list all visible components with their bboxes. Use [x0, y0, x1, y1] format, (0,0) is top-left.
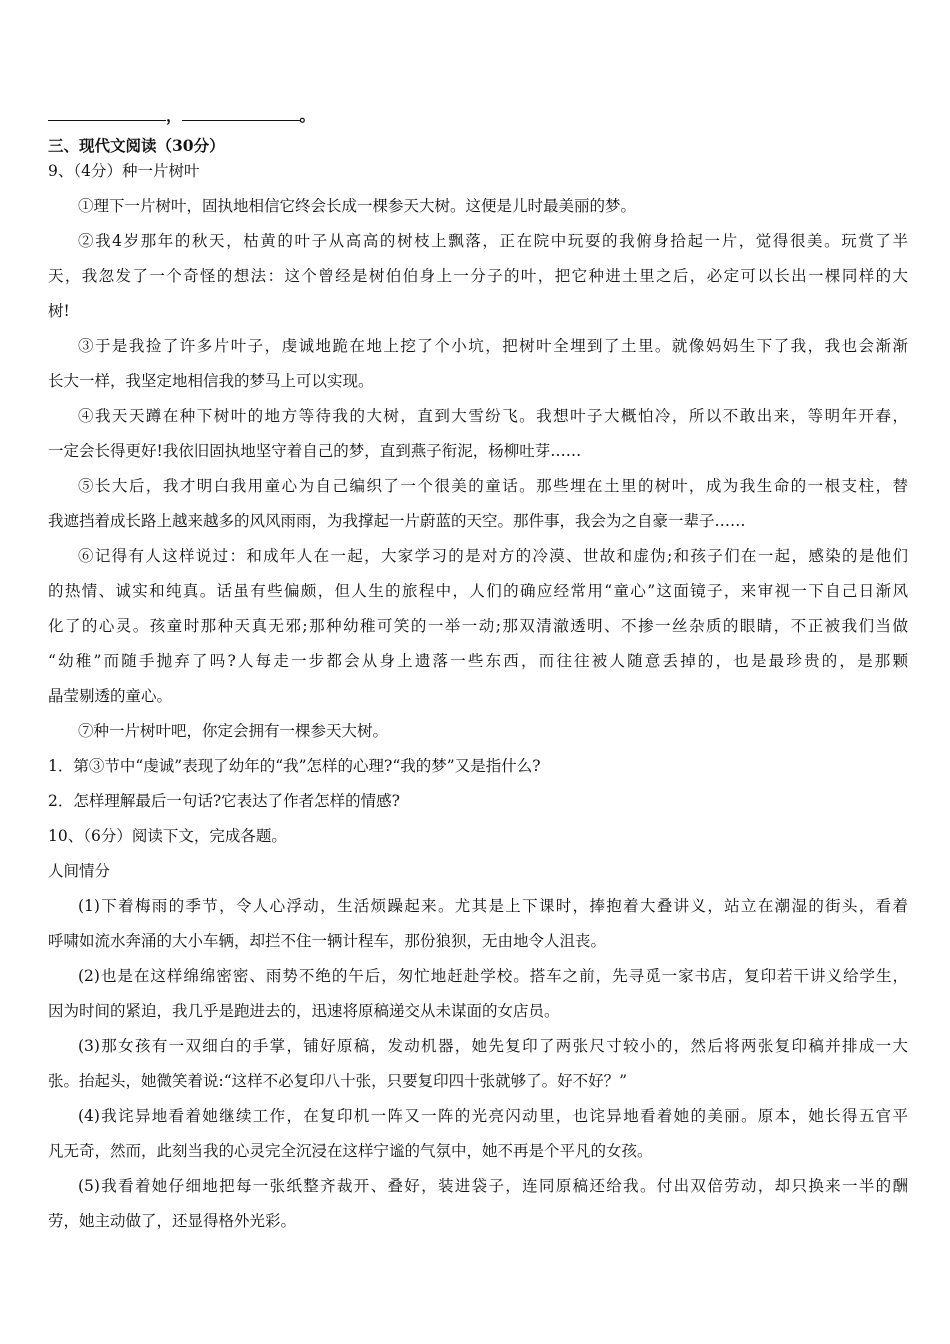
q9-p2-line2: 天，我忽发了一个奇怪的想法：这个曾经是树伯伯身上一分子的叶，把它种进土里之后，必定可以长出一棵同样的大	[48, 267, 908, 285]
q9-p6-line3: 化了的心灵。孩童时那种天真无邪;那种幼稚可笑的一举一动;那双清澈透明、不掺一丝杂质的眼睛，不正被我们当做	[48, 617, 908, 635]
q9-p7-line1: ⑦种一片树叶吧，你定会拥有一棵参天大树。	[78, 722, 389, 740]
q10-header: 10、（6分）阅读下文，完成各题。	[48, 827, 287, 845]
q9-p6-line2: 的热情、诚实和纯真。话虽有些偏颇，但人生的旅程中，人们的确应经常用“童心”这面镜子，来审视一下自己日渐风	[48, 582, 908, 600]
q9-p3-line2: 长大一样，我坚定地相信我的梦马上可以实现。	[48, 372, 374, 390]
q9-p6-line4: “幼稚”而随手抛弃了吗?人每走一步都会从身上遗落一些东西，而往往被人随意丢掉的，也是最珍贵的，是那颗	[48, 652, 908, 670]
q10-p4-line1: (4)我诧异地看着她继续工作，在复印机一阵又一阵的光亮闪动里，也诧异地看着她的美丽。原本，她长得五官平	[78, 1107, 908, 1125]
q9-p2-line3: 树!	[48, 302, 70, 320]
q10-p1-line2: 呼啸如流水奔涌的大小车辆，却拦不住一辆计程车，那份狼狈，无由地令人沮丧。	[48, 932, 607, 950]
period: 。	[299, 106, 316, 125]
q9-question-1: 1．第③节中“虔诚”表现了幼年的“我”怎样的心理?“我的梦”又是指什么?	[48, 757, 541, 775]
q9-p2-line1: ②我4岁那年的秋天，枯黄的叶子从高高的树枝上飘落，正在院中玩耍的我俯身拾起一片，觉得很美。玩赏了半	[78, 232, 908, 250]
q9-p4-line2: 一定会长得更好!我依旧固执地坚守着自己的梦，直到燕子衔泥，杨柳吐芽……	[48, 442, 582, 460]
q10-title: 人间情分	[48, 862, 111, 880]
q10-p1-line1: (1)下着梅雨的季节，令人心浮动，生活烦躁起来。尤其是上下课时，捧抱着大叠讲义，站立在潮湿的街头，看着	[78, 897, 908, 915]
q10-p5-line1: (5)我看着她仔细地把每一张纸整齐裁开、叠好，装进袋子，连同原稿还给我。付出双倍劳动，却只换来一半的酬	[78, 1177, 908, 1195]
q9-p1-line1: ①理下一片树叶，固执地相信它终会长成一棵参天大树。这便是儿时最美丽的梦。	[78, 197, 637, 215]
answer-blank-2	[182, 106, 300, 121]
q9-p5-line1: ⑤长大后，我才明白我用童心为自己编织了一个很美的童话。那些埋在土里的树叶，成为我生命的一根支柱，替	[78, 477, 908, 495]
q9-header: 9、（4分）种一片树叶	[48, 162, 200, 180]
answer-blank-1	[48, 106, 166, 121]
q10-p2-line2: 因为时间的紧迫，我几乎是跑进去的，迅速将原稿递交从未谋面的女店员。	[48, 1002, 560, 1020]
q9-p3-line1: ③于是我捡了许多片叶子，虔诚地跪在地上挖了个小坑，把树叶全埋到了土里。就像妈妈生下了我，我也会渐渐	[78, 337, 908, 355]
separator: ，	[166, 106, 182, 125]
q10-p4-line2: 凡无奇，然而，此刻当我的心灵完全沉浸在这样宁谧的气氛中，她不再是个平凡的女孩。	[48, 1142, 653, 1160]
answer-blank-line	[48, 106, 908, 126]
q10-p5-line2: 劳，她主动做了，还显得格外光彩。	[48, 1212, 297, 1230]
section-title: 三、现代文阅读（30分）	[48, 136, 225, 155]
q9-p6-line1: ⑥记得有人这样说过：和成年人在一起，大家学习的是对方的冷漠、世故和虚伪;和孩子们在一起，感染的是他们	[78, 547, 908, 565]
q9-question-2: 2．怎样理解最后一句话?它表达了作者怎样的情感?	[48, 792, 400, 810]
q10-p3-line1: (3)那女孩有一双细白的手掌，铺好原稿，发动机器，她先复印了两张尺寸较小的，然后将两张复印稿并排成一大	[78, 1037, 908, 1055]
q9-p6-line5: 晶莹剔透的童心。	[48, 687, 173, 705]
q10-p3-line2: 张。抬起头，她微笑着说:“这样不必复印八十张，只要复印四十张就够了。好不好？”	[48, 1072, 628, 1090]
q10-p2-line1: (2)也是在这样绵绵密密、雨势不绝的午后，匆忙地赶赴学校。搭车之前，先寻觅一家书店，复印若干讲义给学生，	[78, 967, 908, 985]
q9-p4-line1: ④我天天蹲在种下树叶的地方等待我的大树，直到大雪纷飞。我想叶子大概怕冷，所以不敢出来，等明年开春，	[78, 407, 908, 425]
q9-p5-line2: 我遮挡着成长路上越来越多的风风雨雨，为我撑起一片蔚蓝的天空。那件事，我会为之自豪一辈子……	[48, 512, 746, 530]
